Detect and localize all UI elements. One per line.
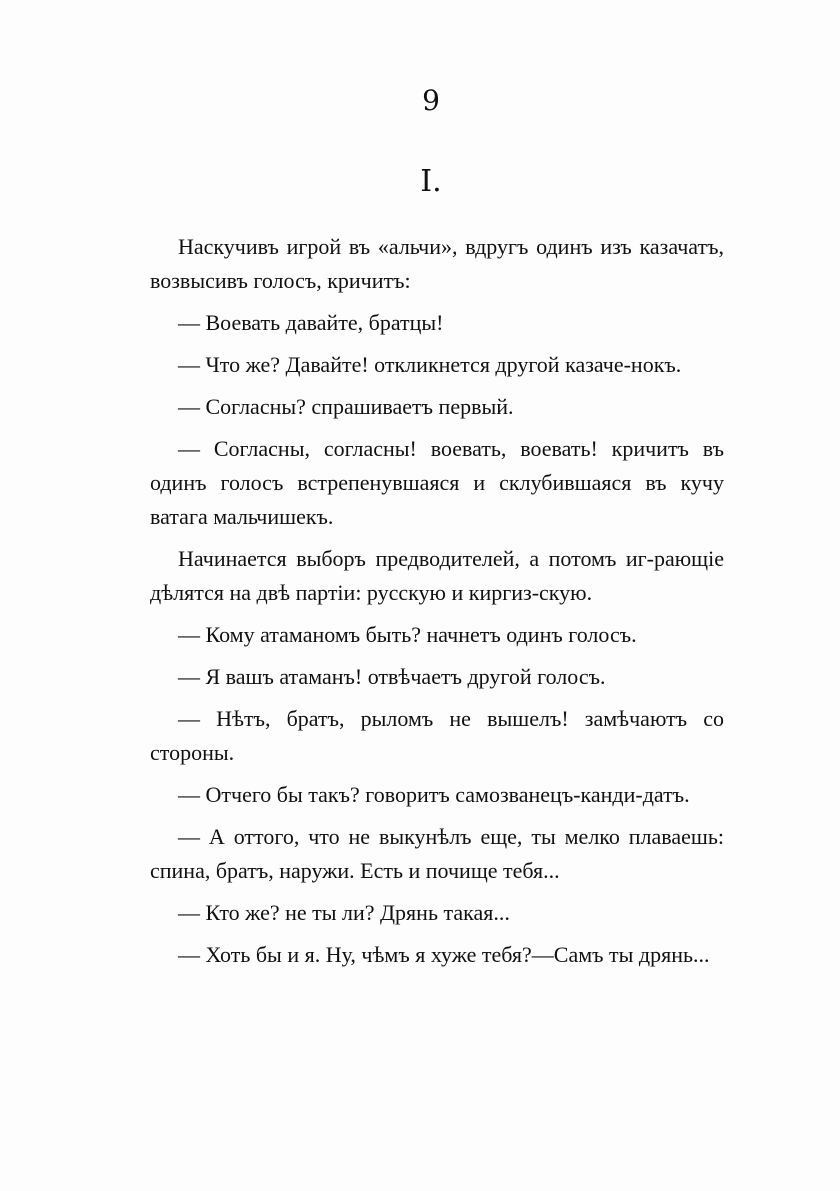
- paragraph: — Что же? Давайте! откликнется другой казаче-нокъ.: [178, 352, 682, 377]
- page-number: 9: [422, 84, 440, 117]
- paragraph: — Воевать давайте, братцы!: [178, 310, 444, 335]
- paragraph: — Согласны, согласны! воевать, воевать! кричитъ въ одинъ голосъ встрепенувшаяся и склубившаяся въ кучу ватага мальчишекъ.: [150, 436, 724, 529]
- paragraph: — Нѣтъ, братъ, рыломъ не вышелъ! замѣчаютъ со стороны.: [150, 706, 724, 765]
- paragraph: — Отчего бы такъ? говоритъ самозванецъ-канди-датъ.: [178, 782, 690, 807]
- paragraph: Начинается выборъ предводителей, а потомъ иг-рающіе дѣлятся на двѣ партіи: русскую и киргиз-скую.: [150, 546, 724, 605]
- body-text: [150, 230, 724, 980]
- paragraph: Наскучивъ игрой въ «альчи», вдругъ одинъ изъ казачатъ, возвысивъ голосъ, кричитъ:: [150, 234, 724, 293]
- paragraph: — А оттого, что не выкунѣлъ еще, ты мелко плаваешь: спина, братъ, наружи. Есть и почище тебя...: [150, 824, 724, 883]
- paragraph: — Хоть бы и я. Ну, чѣмъ я хуже тебя?—Самъ ты дрянь...: [178, 942, 710, 967]
- paragraph: — Я вашъ атаманъ! отвѣчаетъ другой голосъ.: [178, 664, 606, 689]
- paragraph: — Согласны? спрашиваетъ первый.: [178, 394, 514, 419]
- chapter-number: I.: [420, 164, 442, 199]
- paragraph: — Кому атаманомъ быть? начнетъ одинъ голосъ.: [178, 622, 637, 647]
- paragraph: — Кто же? не ты ли? Дрянь такая...: [178, 900, 510, 925]
